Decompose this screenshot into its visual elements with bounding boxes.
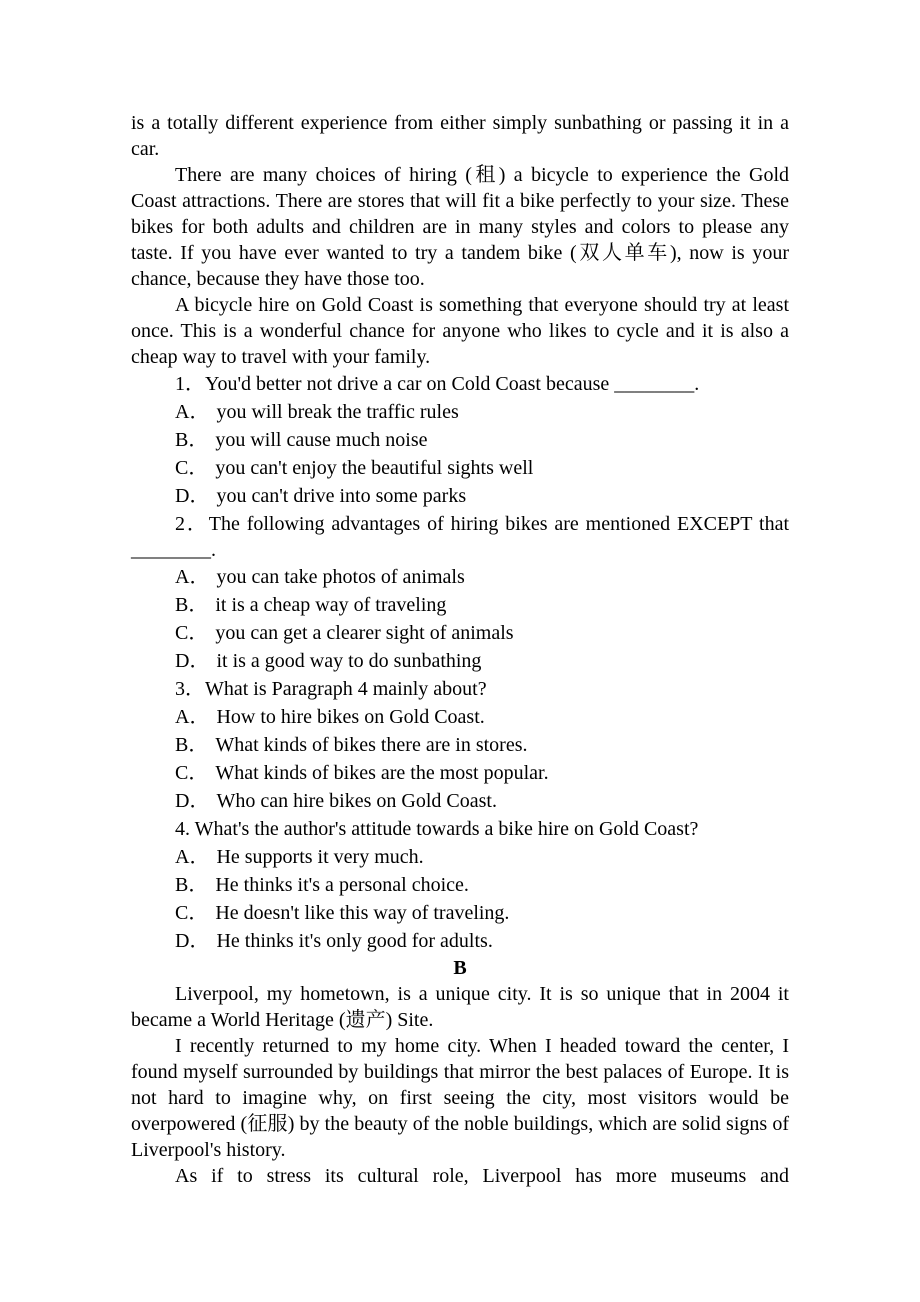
question-3 — [131, 675, 789, 815]
passage-a-paragraph-3: A bicycle hire on Gold Coast is something that everyone should try at least once. This is a wonderful chance for anyone who likes to cycle and it is also a cheap way to travel with your family. — [131, 294, 789, 368]
question-4-option-b[interactable] — [131, 871, 789, 899]
option-text: What kinds of bikes are the most popular. — [215, 762, 549, 784]
document-page — [131, 110, 789, 1189]
option-label: B． — [175, 594, 209, 616]
passage-b-paragraph-1: Liverpool, my hometown, is a unique city. It is so unique that in 2004 it became a World Heritage (遗产) Site. — [131, 983, 789, 1031]
question-4-option-d[interactable] — [131, 927, 789, 955]
option-label: D． — [175, 930, 210, 952]
option-text: you will break the traffic rules — [216, 401, 459, 423]
option-text: it is a cheap way of traveling — [215, 594, 447, 616]
option-text: What kinds of bikes there are in stores. — [215, 734, 528, 756]
option-text: you can't drive into some parks — [216, 485, 467, 507]
option-label: D． — [175, 650, 210, 672]
option-label: D． — [175, 790, 210, 812]
section-b-heading: B — [453, 957, 467, 979]
option-text: Who can hire bikes on Gold Coast. — [216, 790, 497, 812]
passage-a-paragraph-2: There are many choices of hiring (租) a bicycle to experience the Gold Coast attractions. There are stores that will fit a bike perfectly to your size. These bikes for both adults and children are in many styles and colors to please any taste. If you have ever wanted to try a tandem bike (双人单车), now is your chance, because they have those too. — [131, 164, 789, 290]
question-1 — [131, 370, 789, 510]
question-3-stem: 3．What is Paragraph 4 mainly about? — [175, 678, 487, 700]
question-3-option-c[interactable] — [131, 759, 789, 787]
option-label: C． — [175, 622, 209, 644]
question-2-stem: 2．The following advantages of hiring bikes are mentioned EXCEPT that ________. — [131, 513, 789, 561]
question-2 — [131, 511, 789, 675]
question-3-option-d[interactable] — [131, 787, 789, 815]
option-label: A． — [175, 566, 210, 588]
option-text: He thinks it's only good for adults. — [216, 930, 493, 952]
question-1-option-b[interactable] — [131, 426, 789, 454]
question-2-option-a[interactable] — [131, 563, 789, 591]
option-text: you can get a clearer sight of animals — [215, 622, 514, 644]
passage-a-paragraph-1: is a totally different experience from either simply sunbathing or passing it in a car. — [131, 112, 789, 160]
question-1-option-d[interactable] — [131, 482, 789, 510]
option-text: He thinks it's a personal choice. — [215, 874, 469, 896]
question-2-option-b[interactable] — [131, 591, 789, 619]
question-2-option-c[interactable] — [131, 619, 789, 647]
passage-b-paragraph-3: As if to stress its cultural role, Liverpool has more museums and — [175, 1165, 789, 1187]
option-text: He supports it very much. — [216, 846, 424, 868]
option-label: B． — [175, 874, 209, 896]
option-text: it is a good way to do sunbathing — [216, 650, 482, 672]
option-label: C． — [175, 762, 209, 784]
option-label: C． — [175, 457, 209, 479]
option-text: you can take photos of animals — [216, 566, 465, 588]
question-1-stem: 1．You'd better not drive a car on Cold Coast because ________. — [175, 373, 700, 395]
option-label: D． — [175, 485, 210, 507]
option-label: C． — [175, 902, 209, 924]
question-3-option-a[interactable] — [131, 703, 789, 731]
option-text: He doesn't like this way of traveling. — [215, 902, 510, 924]
question-4-stem: 4. What's the author's attitude towards a bike hire on Gold Coast? — [175, 818, 699, 840]
question-4-option-c[interactable] — [131, 899, 789, 927]
option-label: B． — [175, 734, 209, 756]
question-4-option-a[interactable] — [131, 843, 789, 871]
option-label: A． — [175, 706, 210, 728]
passage-b-paragraph-2: I recently returned to my home city. When I headed toward the center, I found myself surrounded by buildings that mirror the best palaces of Europe. It is not hard to imagine why, on first seeing the city, most visitors would be overpowered (征服) by the beauty of the noble buildings, which are solid signs of Liverpool's history. — [131, 1035, 789, 1161]
question-2-option-d[interactable] — [131, 647, 789, 675]
question-4 — [131, 815, 789, 955]
question-1-option-a[interactable] — [131, 398, 789, 426]
option-label: A． — [175, 401, 210, 423]
option-text: you will cause much noise — [215, 429, 428, 451]
option-text: you can't enjoy the beautiful sights well — [215, 457, 534, 479]
question-1-option-c[interactable] — [131, 454, 789, 482]
option-label: B． — [175, 429, 209, 451]
option-text: How to hire bikes on Gold Coast. — [216, 706, 485, 728]
option-label: A． — [175, 846, 210, 868]
question-3-option-b[interactable] — [131, 731, 789, 759]
